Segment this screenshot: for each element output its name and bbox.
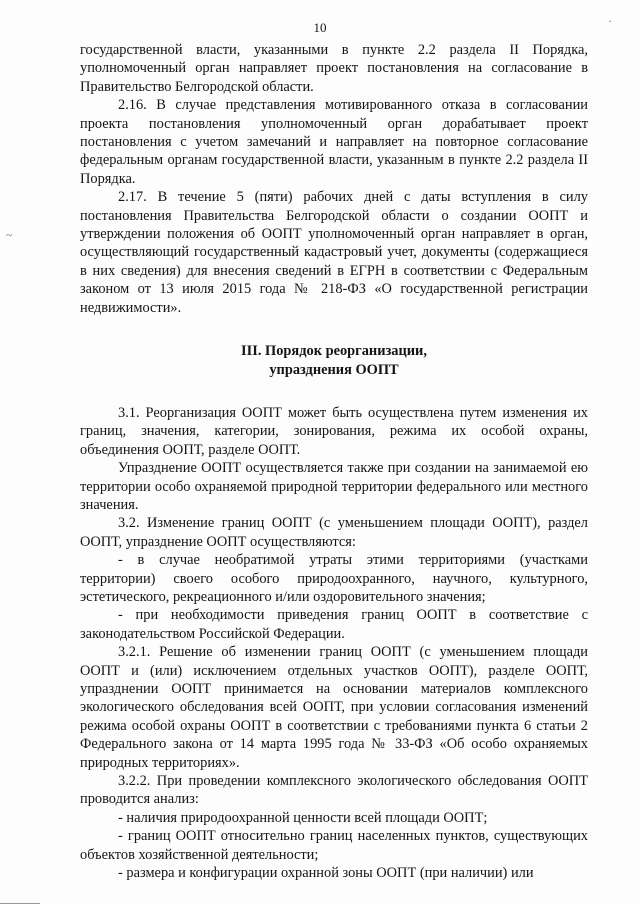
- section-heading-line-1: III. Порядок реорганизации,: [241, 343, 427, 360]
- paragraph-2-17: 2.17. В течение 5 (пяти) рабочих дней с даты вступления в силу постановления Правительства Белгородской области о создании ООПТ и утверждении положения об ООПТ уполномоченный орган направляет в орган, осуществляющий государственный кадастровый учет, документы (содержащиеся в них сведения) для внесения сведений в ЕГРН в соответствии с Федеральным законом от 13 июля 2015 года № 218-ФЗ «О государственной регистрации недвижимости».: [80, 189, 588, 316]
- page-number: 10: [313, 20, 327, 35]
- scan-speck: ·: [608, 14, 612, 28]
- list-item: - наличия природоохранной ценности всей площади ООПТ;: [118, 809, 488, 826]
- list-item: - при необходимости приведения границ ООПТ в соответствие с законодательством Российской Федерации.: [80, 607, 588, 642]
- paragraph-2-16: 2.16. В случае представления мотивированного отказа в согласовании проекта постановления уполномоченный орган дорабатывает проект постановления с учетом замечаний и направляет на повторное согласование федеральным органам государственной власти, указанным в пункте 2.2 раздела II Порядка.: [80, 97, 588, 187]
- paragraph-3-1: 3.1. Реорганизация ООПТ может быть осуществлена путем изменения их границ, значения, категории, зонирования, режима их особой охраны, объединения ООПТ, разделе ООПТ.: [80, 404, 588, 458]
- section-heading-line-2: упразднения ООПТ: [269, 361, 399, 378]
- paragraph-continuation: государственной власти, указанными в пункте 2.2 раздела II Порядка, уполномоченный орган направляет проект постановления на согласование в Правительство Белгородской области.: [80, 42, 588, 95]
- scan-edge-line: [0, 903, 40, 904]
- paragraph-3-2-1: 3.2.1. Решение об изменении границ ООПТ (с уменьшением площади ООПТ и (или) исключением отдельных участков ООПТ), разделе ООПТ, упразднении ООПТ принимается на основании материалов комплексного экологического обследования всей ООПТ, при условии согласования изменений режима особой охраны ООПТ в соответствии с требованиями пункта 6 статьи 2 Федерального закона от 14 марта 1995 года № 33-ФЗ «Об особо охраняемых природных территориях».: [80, 644, 588, 771]
- scan-speck: ~: [6, 228, 13, 242]
- section-heading: [80, 342, 588, 379]
- list-item: - границ ООПТ относительно границ населенных пунктов, существующих объектов хозяйственной деятельности;: [80, 828, 588, 863]
- list-item: - в случае необратимой утраты этими территориями (участками территории) своего особого природоохранного, научного, культурного, эстетического, рекреационного и/или оздоровительного значения;: [80, 552, 588, 605]
- list-item: - размера и конфигурации охранной зоны ООПТ (при наличии) или: [118, 865, 534, 882]
- paragraph-abolition: Упразднение ООПТ осуществляется также при создании на занимаемой ею территории особо охраняемой природной территории федерального или местного значения.: [80, 460, 588, 513]
- paragraph-3-2-2: 3.2.2. При проведении комплексного экологического обследования ООПТ проводится анализ:: [80, 773, 588, 808]
- paragraph-3-2: 3.2. Изменение границ ООПТ (с уменьшением площади ООПТ), раздел ООПТ, упразднение ООПТ осуществляются:: [80, 515, 588, 550]
- document-body: [80, 41, 588, 882]
